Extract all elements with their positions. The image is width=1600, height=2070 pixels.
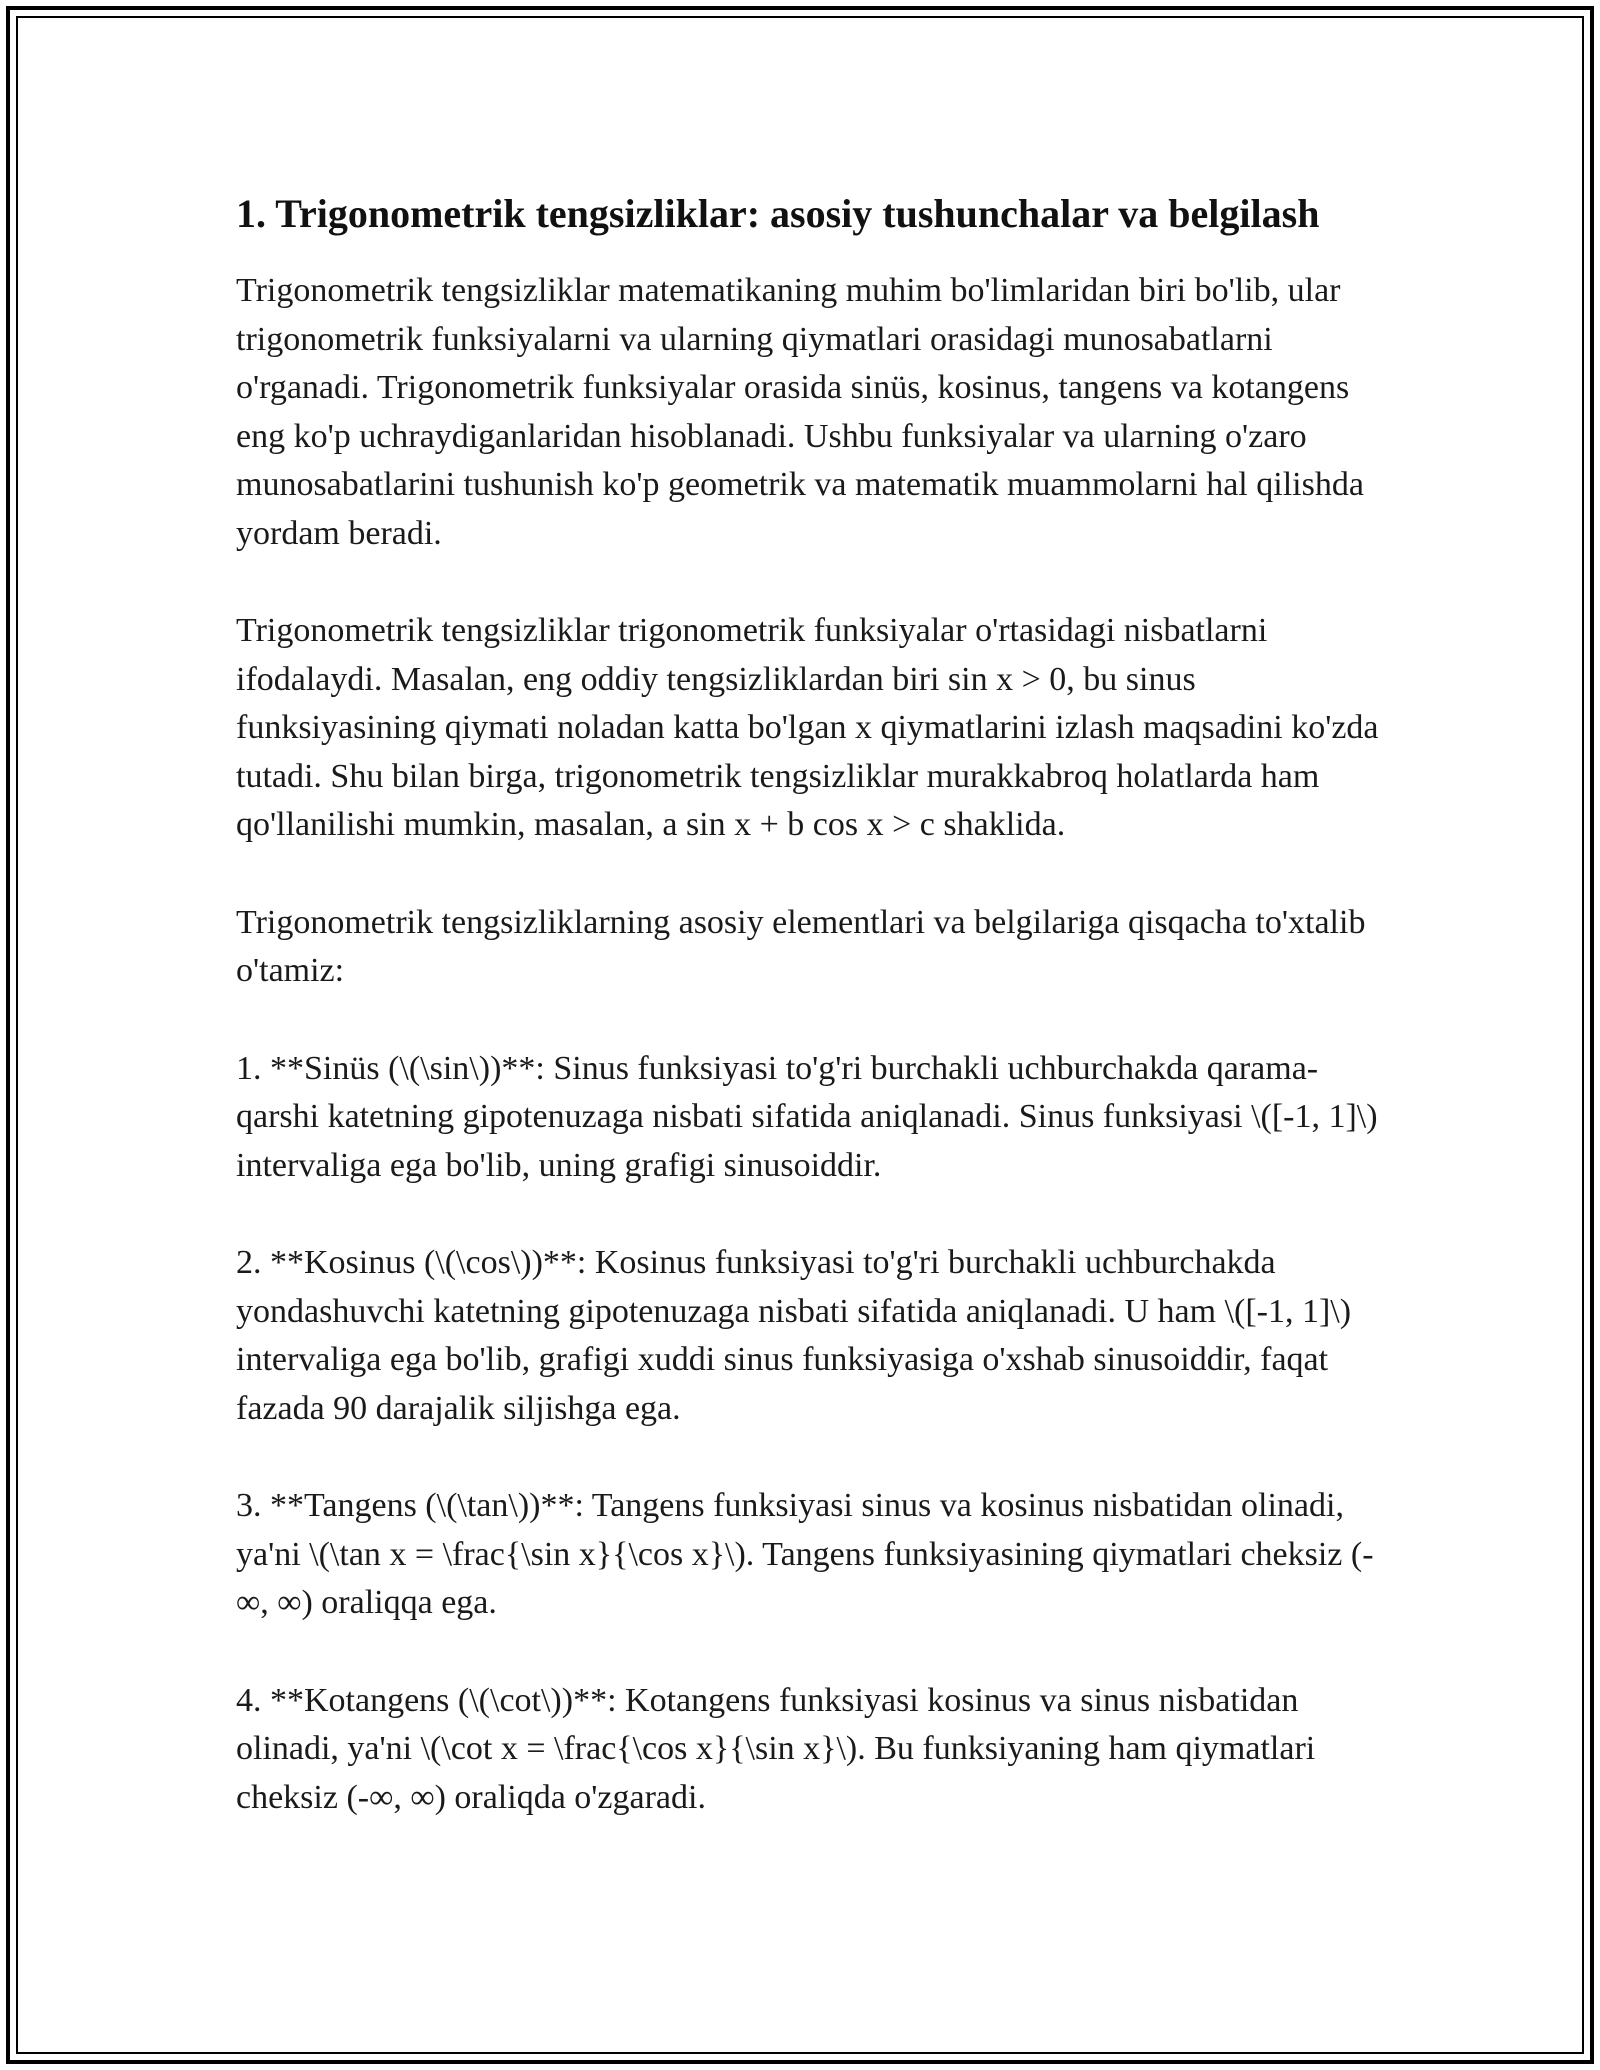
intro-paragraph: Trigonometrik tengsizliklar matematikaning muhim bo'limlaridan biri bo'lib, ular trigonometrik funksiyalarni va ularning qiymatlari orasidagi munosabatlarni o'rganadi. Trigonometrik funksiyalar orasida sinüs, kosinus, tangens va kotangens eng ko'p uchraydiganlaridan hisoblanadi. Ushbu funksiyalar va ularning o'zaro munosabatlarini tushunish ko'p geometrik va matematik muammolarni hal qilishda yordam beradi. [236,272,1364,552]
definition-paragraph: Trigonometrik tengsizliklar trigonometrik funksiyalar o'rtasidagi nisbatlarni ifodalaydi. Masalan, eng oddiy tengsizliklardan biri sin x > 0, bu sinus funksiyasining qiymati noladan katta bo'lgan x qiymatlarini izlash maqsadini ko'zda tutadi. Shu bilan birga, trigonometrik tengsizliklar murakkabroq holatlarda ham qo'llanilishi mumkin, masalan, a sin x + b cos x > c shaklida. [236,612,1379,843]
page-title: 1. Trigonometrik tengsizliklar: asosiy tushunchalar va belgilash [236,191,1320,236]
list-item-tangent: 3. **Tangens (\(\tan\))**: Tangens funksiyasi sinus va kosinus nisbatidan olinadi, ya'ni \(\tan x = \frac{\sin x}{\cos x}\). Tangens funksiyasining qiymatlari cheksiz (-∞, ∞) oraliqqa ega. [236,1487,1374,1621]
list-item-cotangent: 4. **Kotangens (\(\cot\))**: Kotangens funksiyasi kosinus va sinus nisbatidan olinadi, ya'ni \(\cot x = \frac{\cos x}{\sin x}\). Bu funksiyaning ham qiymatlari cheksiz (-∞, ∞) oraliqda o'zgaradi. [236,1681,1316,1816]
list-item-sine: 1. **Sinüs (\(\sin\))**: Sinus funksiyasi to'g'ri burchakli uchburchakda qarama-qarshi katetning gipotenuzaga nisbati sifatida aniqlanadi. Sinus funksiyasi \([-1, 1]\) intervaliga ega bo'lib, uning grafigi sinusoiddir. [236,1049,1378,1184]
document-body [236,186,1386,1822]
list-item-cosine: 2. **Kosinus (\(\cos\))**: Kosinus funksiyasi to'g'ri burchakli uchburchakda yondashuvchi katetning gipotenuzaga nisbati sifatida aniqlanadi. U ham \([-1, 1]\) intervaliga ega bo'lib, grafigi xuddi sinus funksiyasiga o'xshab sinusoiddir, faqat fazada 90 darajalik siljishga ega. [236,1244,1352,1427]
elements-intro-paragraph: Trigonometrik tengsizliklarning asosiy elementlari va belgilariga qisqacha to'xtalib o'tamiz: [236,903,1366,989]
